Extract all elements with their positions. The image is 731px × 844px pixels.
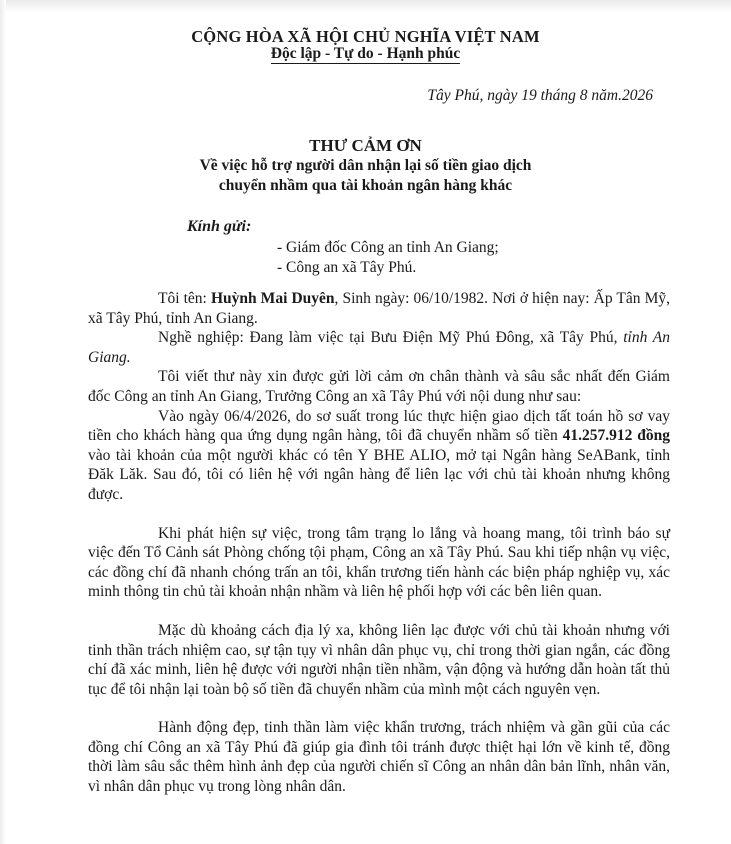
- incident-part-2: vào tài khoản của một người khác có tên Y BHE ALIO, mở tại Ngân hàng SeABank, tỉnh Đăk Lăk. Sau đó, tôi có liên hệ với ngân hàng để liên lạc với chủ tài khoản nhưng không được.: [88, 446, 670, 503]
- salutation-label: Kính gửi:: [187, 218, 252, 235]
- identity-rest: , Sinh ngày: 06/10/1982. Nơi ở hiện nay: Ấp Tân Mỹ, xã Tây Phú, tỉnh An Giang.: [88, 290, 670, 327]
- sender-name: Huỳnh Mai Duyên: [210, 290, 335, 307]
- paragraph-identity: [88, 289, 670, 328]
- occupation-province: tỉnh An Giang.: [88, 329, 670, 366]
- document-subtitle: [0, 156, 731, 196]
- national-motto: [0, 45, 731, 63]
- document-title: THƯ CẢM ƠN: [309, 136, 422, 155]
- incident-part-1: Vào ngày 06/4/2026, do sơ suất trong lúc thực hiện giao dịch tất toán hồ sơ vay tiền cho khách hàng qua ứng dụng ngân hàng, tôi đã chuyển nhầm số tiền: [88, 407, 670, 445]
- national-title: CỘNG HÒA XÃ HỘI CHỦ NGHĨA VIỆT NAM: [191, 27, 540, 46]
- paragraph-resolution: Mặc dù khoảng cách địa lý xa, không liên lạc được với chủ tài khoản nhưng với tinh thần trách nhiệm cao, sự tận tụy vì nhân dân phục vụ, chỉ trong thời gian ngắn, các đồng chí đã xác minh, liên hệ được với người nhận tiền nhầm, vận động và hướng dẫn hoàn tất thủ tục để tôi nhận lại toàn bộ số tiền đã chuyển nhầm của mình một cách nguyên vẹn.: [88, 621, 670, 698]
- letter-body: [88, 289, 670, 797]
- identity-lead: Tôi tên:: [158, 290, 211, 307]
- transfer-amount: 41.257.912 đồng: [562, 427, 670, 445]
- paragraph-report: Khi phát hiện sự việc, trong tâm trạng lo lắng và hoang mang, tôi trình báo sự việc đến Tổ Cảnh sát Phòng chống tội phạm, Công an xã Tây Phú. Sau khi tiếp nhận vụ việc, các đồng chí đã nhanh chóng trấn an tôi, khẩn trương tiến hành các biện pháp nghiệp vụ, xác minh thông tin chủ tài khoản nhận nhầm và liên hệ phối hợp với các bên liên quan.: [88, 524, 670, 601]
- place-date: Tây Phú, ngày 19 tháng 8 năm.2026: [427, 87, 653, 104]
- subtitle-line-2: chuyển nhầm qua tài khoản ngân hàng khác: [218, 177, 513, 194]
- motto-text: Độc lập - Tự do - Hạnh phúc: [270, 45, 461, 62]
- paragraph-incident: [88, 407, 670, 505]
- scan-edge-left: [0, 0, 6, 844]
- paragraph-gratitude: Hành động đẹp, tinh thần làm việc khẩn trương, trách nhiệm và gần gũi của các đồng chí Công an xã Tây Phú đã giúp gia đình tôi tránh được thiệt hại lớn về kinh tế, đồng thời làm sâu sắc thêm hình ảnh đẹp của người chiến sĩ Công an nhân dân bản lĩnh, nhân văn, vì nhân dân phục vụ trong lòng nhân dân.: [88, 719, 670, 796]
- recipient-1: - Giám đốc Công an tỉnh An Giang;: [277, 239, 499, 256]
- paragraph-occupation: [88, 328, 670, 367]
- subtitle-line-1: Về việc hỗ trợ người dân nhận lại số tiền giao dịch: [199, 157, 532, 174]
- paragraph-purpose: Tôi viết thư này xin được gửi lời cảm ơn chân thành và sâu sắc nhất đến Giám đốc Công an tỉnh An Giang, Trưởng Công an xã Tây Phú với nội dung như sau:: [88, 368, 670, 405]
- recipient-2: - Công an xã Tây Phú.: [277, 259, 417, 276]
- occupation-text: Nghề nghiệp: Đang làm việc tại Bưu Điện Mỹ Phú Đông, xã Tây Phú,: [158, 329, 624, 347]
- scan-edge-top: [0, 0, 731, 12]
